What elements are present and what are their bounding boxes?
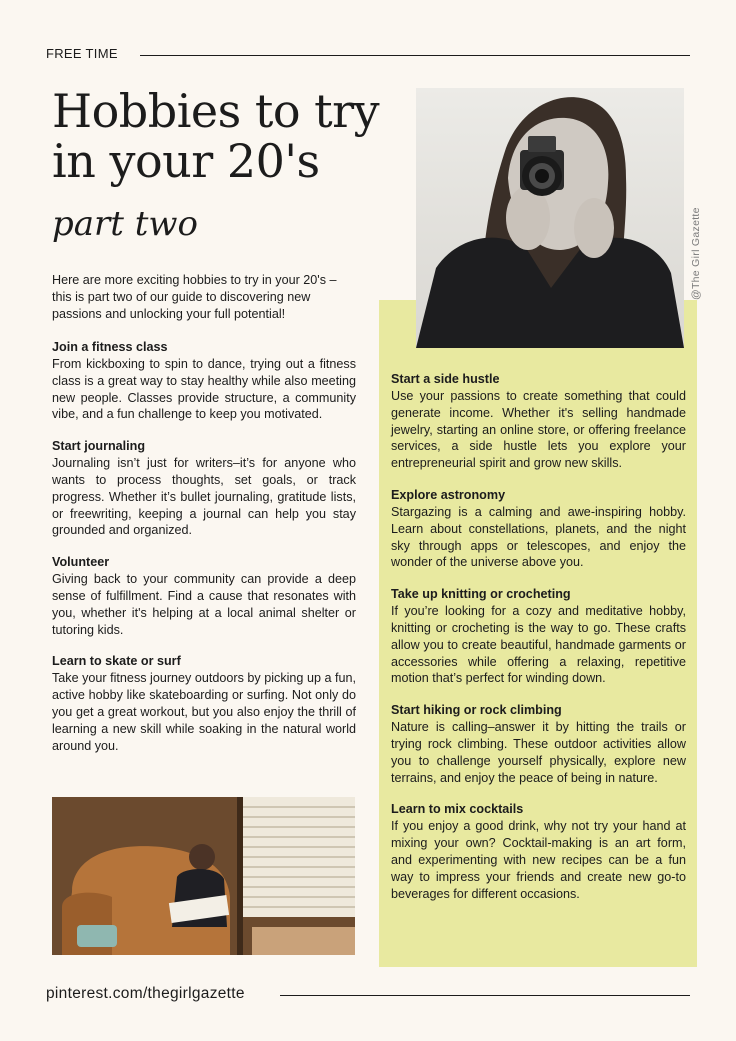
hobby-heading: Volunteer (52, 555, 110, 570)
hobby-section (52, 438, 356, 539)
hobby-section (391, 801, 686, 902)
hobby-heading: Explore astronomy (391, 487, 506, 502)
hobby-heading: Start a side hustle (391, 372, 500, 386)
hobby-heading: Learn to mix cocktails (391, 802, 524, 817)
left-column (52, 339, 356, 769)
header-divider (140, 55, 690, 56)
hobby-body: Giving back to your community can provide a deep sense of fulfillment. Find a cause that resonates with you, whether it's helping at a local animal shelter or tutoring kids. (52, 572, 356, 637)
hobby-body: Stargazing is a calming and awe-inspiring hobby. Learn about constellations, planets, and the night sky through apps or telescopes, and enjoy the wonder of the universe above you. (391, 504, 686, 570)
hobby-heading: Learn to skate or surf (52, 654, 181, 669)
pinterest-link[interactable]: pinterest.com/thegirlgazette (46, 985, 245, 1002)
hobby-section (391, 487, 686, 571)
hobby-body: Take your fitness journey outdoors by picking up a fun, active hobby like skateboarding or surfing. Not only do you get a great workout, but you also enjoy the thrill of learning a new skill while soaking in the natural world around you. (52, 671, 356, 753)
footer-divider (280, 995, 690, 996)
hobby-body: Journaling isn’t just for writers–it’s for anyone who wants to process thoughts, set goals, or track progress. Whether it’s bullet journaling, gratitude lists, or freewriting, keeping a journal can help you stay grounded and organized. (52, 456, 356, 538)
hobby-section (52, 653, 356, 754)
title-line-1: Hobbies to try (52, 84, 380, 138)
hobby-body: From kickboxing to spin to dance, trying out a fitness class is a great way to stay healthy while also meeting new people. Classes provide structure, a community vibe, and a fun challenge to keep you motivated. (52, 357, 356, 422)
reading-photo (52, 797, 355, 955)
hobby-heading: Start journaling (52, 439, 146, 454)
section-eyebrow: FREE TIME (46, 46, 118, 61)
page-title (52, 86, 392, 186)
hobby-section (52, 339, 356, 423)
hobby-body: Use your passions to create something that could generate income. Whether it's selling handmade jewelry, starting an online store, or offering freelance services, a side hustle lets you explore your entrepreneurial spirit and grow new skills. (391, 389, 686, 471)
hobby-section (391, 371, 686, 472)
hobby-body: If you enjoy a good drink, why not try your hand at mixing your own? Cocktail-making is an art form, and experimenting with new recipes can be a fun way to impress your friends and create new go-to beverages for different occasions. (391, 819, 686, 901)
hobby-section (391, 586, 686, 687)
hobby-heading: Take up knitting or crocheting (391, 587, 571, 602)
hobby-body: If you’re looking for a cozy and meditative hobby, knitting or crocheting is the way to go. These crafts allow you to create beautiful, handmade garments or accessories while offering a relaxing, repetitive motion that’s perfect for winding down. (391, 604, 686, 686)
intro-paragraph: Here are more exciting hobbies to try in your 20's –this is part two of our guide to discovering new passions and unlocking your full potential! (52, 273, 337, 321)
hobby-body: Nature is calling–answer it by hitting the trails or trying rock climbing. These outdoor activities allow you to challenge yourself physically, explore new terrains, and enjoy the peace of being in nature. (391, 720, 686, 785)
hobby-heading: Start hiking or rock climbing (391, 703, 562, 718)
page-subtitle: part two (52, 204, 198, 244)
camera-portrait-photo (416, 88, 684, 348)
right-column (391, 371, 686, 917)
title-line-2: in your 20's (52, 134, 320, 188)
hobby-section (391, 702, 686, 786)
hobby-heading: Join a fitness class (52, 340, 168, 354)
photo-credit: @The Girl Gazette (690, 207, 702, 300)
hobby-section (52, 554, 356, 638)
